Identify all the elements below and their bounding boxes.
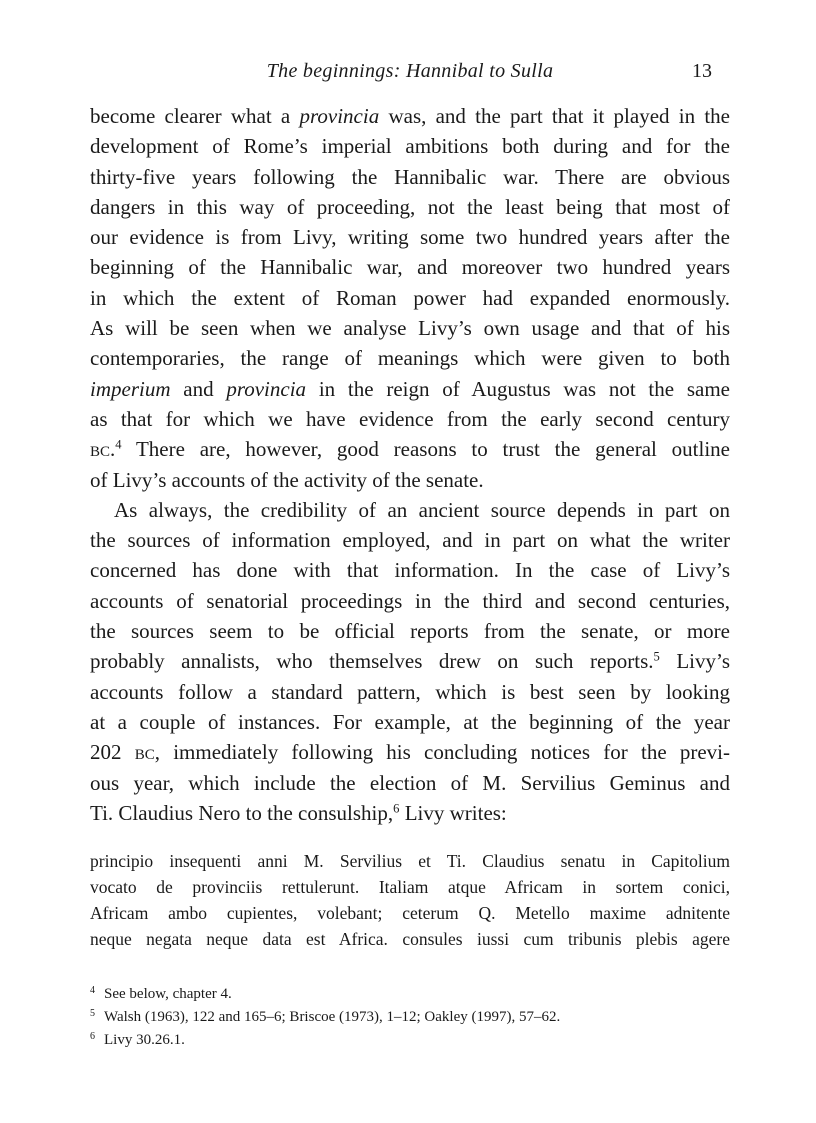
text-segment: as that for which we have evidence from the early second century bbox=[90, 406, 730, 431]
running-header bbox=[90, 60, 730, 88]
text-segment: provincia bbox=[299, 104, 380, 128]
text-line bbox=[90, 404, 730, 434]
footnote-number: 6 bbox=[90, 1031, 95, 1042]
text-segment: contemporaries, the range of meanings which were given to both bbox=[90, 346, 730, 371]
text-line bbox=[90, 343, 730, 373]
text-line bbox=[90, 495, 730, 525]
text-segment: thirty-five years following the Hannibalic war. There are obvious bbox=[90, 164, 730, 189]
footnote-reference: 6 bbox=[393, 801, 400, 816]
text-line bbox=[90, 707, 730, 737]
text-segment: dangers in this way of proceeding, not the least being that most of bbox=[90, 194, 730, 219]
text-segment: in which the extent of Roman power had expanded enormously. bbox=[90, 285, 730, 310]
text-segment: and bbox=[170, 376, 227, 401]
text-line bbox=[90, 616, 730, 646]
text-line bbox=[90, 283, 730, 313]
footnote bbox=[90, 981, 730, 1004]
text-line bbox=[90, 465, 730, 495]
text-segment: 202 bbox=[90, 740, 135, 765]
text-segment: at a couple of instances. For example, at the beginning of the year bbox=[90, 709, 730, 734]
text-segment: accounts of senatorial proceedings in the third and second centuries, bbox=[90, 588, 730, 613]
footnote-text: Livy 30.26.1. bbox=[104, 1032, 185, 1048]
text-segment: imperium bbox=[90, 376, 171, 401]
text-line bbox=[90, 646, 730, 676]
block-quote bbox=[90, 848, 730, 952]
footnote-reference: 4 bbox=[115, 437, 122, 452]
text-segment: become clearer what a bbox=[90, 104, 300, 128]
quote-line: vocato de provinciis rettulerunt. Italiam atque Africam in sortem conici, bbox=[90, 877, 730, 897]
footnote-text: Walsh (1963), 122 and 165–6; Briscoe (1973), 1–12; Oakley (1997), 57–62. bbox=[104, 1009, 561, 1025]
text-segment: There are, however, good reasons to trust the general outline bbox=[121, 437, 730, 462]
text-line bbox=[90, 162, 730, 192]
footnote-number: 5 bbox=[90, 1008, 95, 1019]
text-segment: accounts follow a standard pattern, which is best seen by looking bbox=[90, 679, 730, 704]
text-segment: , immediately following his concluding notices for the previ- bbox=[154, 740, 731, 765]
text-line bbox=[90, 131, 730, 161]
text-line bbox=[90, 222, 730, 252]
text-segment: the sources of information employed, and in part on what the writer bbox=[90, 528, 730, 553]
footnote-number: 4 bbox=[90, 985, 95, 996]
text-segment: As always, the credibility of an ancient source depends in part on bbox=[114, 497, 730, 522]
footnote bbox=[90, 1004, 730, 1027]
page-number: 13 bbox=[692, 60, 712, 82]
text-line bbox=[90, 252, 730, 282]
quote-line: neque negata neque data est Africa. consules iussi cum tribunis plebis agere bbox=[90, 929, 730, 949]
text-line bbox=[90, 101, 730, 131]
footnote bbox=[90, 1027, 730, 1050]
text-line bbox=[90, 768, 730, 798]
text-line bbox=[90, 313, 730, 343]
text-line bbox=[90, 192, 730, 222]
body-text bbox=[90, 101, 730, 828]
text-segment: probably annalists, who themselves drew on such reports. bbox=[90, 649, 654, 674]
text-line bbox=[90, 677, 730, 707]
footnote-reference: 5 bbox=[653, 649, 660, 664]
text-line bbox=[90, 374, 730, 404]
footnotes bbox=[90, 981, 730, 1050]
text-segment: Ti. Claudius Nero to the consulship, bbox=[90, 800, 394, 825]
running-title: The beginnings: Hannibal to Sulla bbox=[266, 60, 554, 82]
text-segment: development of Rome’s imperial ambitions both during and for the bbox=[90, 134, 730, 159]
text-segment: the sources seem to be official reports from the senate, or more bbox=[90, 619, 730, 644]
footnote-text: See below, chapter 4. bbox=[104, 986, 232, 1002]
text-segment: Livy’s bbox=[659, 649, 730, 674]
text-line bbox=[90, 525, 730, 555]
quote-line: principio insequenti anni M. Servilius et Ti. Claudius senatu in Capitolium bbox=[90, 851, 730, 871]
quote-line: Africam ambo cupientes, volebant; ceterum Q. Metello maxime adnitente bbox=[90, 903, 730, 923]
text-segment: beginning of the Hannibalic war, and moreover two hundred years bbox=[90, 255, 730, 280]
text-segment: of Livy’s accounts of the activity of the senate. bbox=[90, 467, 484, 492]
text-segment: provincia bbox=[226, 376, 307, 401]
text-segment: ous year, which include the election of M. Servilius Geminus and bbox=[90, 770, 730, 795]
text-segment: our evidence is from Livy, writing some two hundred years after the bbox=[90, 225, 730, 250]
text-line bbox=[90, 737, 730, 767]
text-segment: bc bbox=[90, 437, 111, 462]
text-line bbox=[90, 434, 730, 464]
text-segment: . bbox=[110, 437, 116, 462]
text-segment: bc bbox=[134, 740, 155, 765]
text-segment: in the reign of Augustus was not the same bbox=[306, 376, 730, 401]
text-line bbox=[90, 555, 730, 585]
text-segment: was, and the part that it played in the bbox=[379, 104, 730, 128]
text-segment: concerned has done with that information. In the case of Livy’s bbox=[90, 558, 730, 583]
text-segment: Livy writes: bbox=[399, 800, 507, 825]
text-line bbox=[90, 798, 730, 828]
text-segment: As will be seen when we analyse Livy’s own usage and that of his bbox=[90, 316, 730, 341]
text-line bbox=[90, 586, 730, 616]
